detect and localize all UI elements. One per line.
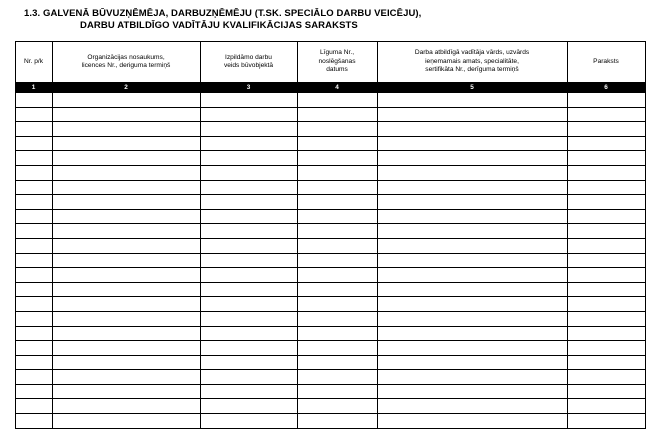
table-cell[interactable] bbox=[567, 93, 645, 108]
table-cell[interactable] bbox=[200, 195, 297, 210]
table-cell[interactable] bbox=[297, 311, 377, 326]
table-header bbox=[15, 42, 645, 93]
table-cell[interactable] bbox=[200, 282, 297, 297]
column-number: 1 bbox=[15, 83, 52, 93]
table-cell[interactable] bbox=[377, 165, 567, 180]
column-number: 5 bbox=[377, 83, 567, 93]
table-cell[interactable] bbox=[567, 136, 645, 151]
table-cell[interactable] bbox=[297, 326, 377, 341]
table-cell[interactable] bbox=[52, 399, 200, 414]
table-cell[interactable] bbox=[200, 341, 297, 356]
table-cell[interactable] bbox=[15, 370, 52, 385]
header-line: Izpildāmo darbu bbox=[225, 53, 272, 61]
table-cell[interactable] bbox=[377, 297, 567, 312]
table-cell[interactable] bbox=[297, 297, 377, 312]
table-cell[interactable] bbox=[200, 268, 297, 283]
table-cell[interactable] bbox=[15, 341, 52, 356]
table-cell[interactable] bbox=[297, 122, 377, 137]
table-cell[interactable] bbox=[297, 238, 377, 253]
table-cell[interactable] bbox=[567, 370, 645, 385]
table-cell[interactable] bbox=[52, 341, 200, 356]
table-cell[interactable] bbox=[377, 209, 567, 224]
table-cell[interactable] bbox=[567, 414, 645, 429]
table-cell[interactable] bbox=[200, 370, 297, 385]
table-cell[interactable] bbox=[567, 180, 645, 195]
table-cell[interactable] bbox=[377, 282, 567, 297]
table-cell[interactable] bbox=[377, 341, 567, 356]
table-cell[interactable] bbox=[567, 282, 645, 297]
table-cell[interactable] bbox=[52, 122, 200, 137]
table-cell[interactable] bbox=[52, 165, 200, 180]
table-cell[interactable] bbox=[52, 180, 200, 195]
header-line: veids būvobjektā bbox=[223, 62, 274, 69]
table-cell[interactable] bbox=[52, 414, 200, 429]
header-line: datums bbox=[326, 66, 348, 74]
table-row bbox=[15, 136, 645, 151]
table-cell[interactable] bbox=[15, 136, 52, 151]
column-header-work-type bbox=[200, 42, 297, 83]
table-cell[interactable] bbox=[200, 107, 297, 122]
qualification-list-table bbox=[15, 41, 646, 429]
table-row bbox=[15, 282, 645, 297]
table-cell[interactable] bbox=[297, 399, 377, 414]
table-cell[interactable] bbox=[297, 195, 377, 210]
table-cell[interactable] bbox=[200, 311, 297, 326]
table-cell[interactable] bbox=[377, 122, 567, 137]
table-cell[interactable] bbox=[567, 238, 645, 253]
table-row bbox=[15, 370, 645, 385]
column-header-organization bbox=[52, 42, 200, 83]
table-cell[interactable] bbox=[200, 297, 297, 312]
table-cell[interactable] bbox=[52, 355, 200, 370]
table-cell[interactable] bbox=[200, 355, 297, 370]
table-cell[interactable] bbox=[15, 297, 52, 312]
table-row bbox=[15, 209, 645, 224]
column-number: 3 bbox=[200, 83, 297, 93]
table-cell[interactable] bbox=[377, 151, 567, 166]
table-cell[interactable] bbox=[567, 224, 645, 239]
header-line: Organizācijas nosaukums, bbox=[87, 53, 165, 61]
column-number: 2 bbox=[52, 83, 200, 93]
column-header-contract bbox=[297, 42, 377, 83]
table-cell[interactable] bbox=[377, 93, 567, 108]
table-cell[interactable] bbox=[567, 399, 645, 414]
table-cell[interactable] bbox=[15, 253, 52, 268]
table-cell[interactable] bbox=[52, 107, 200, 122]
table-cell[interactable] bbox=[567, 355, 645, 370]
table-cell[interactable] bbox=[52, 136, 200, 151]
table-cell[interactable] bbox=[200, 209, 297, 224]
table-row bbox=[15, 384, 645, 399]
table-cell[interactable] bbox=[377, 370, 567, 385]
table-cell[interactable] bbox=[52, 311, 200, 326]
header-line: ieņemamais amats, specialitāte, bbox=[425, 57, 519, 65]
table-cell[interactable] bbox=[15, 282, 52, 297]
header-line: Nr. p/k bbox=[23, 57, 44, 65]
column-header-responsible-manager bbox=[377, 42, 567, 83]
table-cell[interactable] bbox=[377, 195, 567, 210]
table-cell[interactable] bbox=[15, 195, 52, 210]
table-cell[interactable] bbox=[15, 209, 52, 224]
table-cell[interactable] bbox=[297, 341, 377, 356]
table-cell[interactable] bbox=[52, 151, 200, 166]
table-cell[interactable] bbox=[297, 370, 377, 385]
table-cell[interactable] bbox=[297, 282, 377, 297]
table-cell[interactable] bbox=[567, 253, 645, 268]
table-cell[interactable] bbox=[567, 326, 645, 341]
table-cell[interactable] bbox=[297, 93, 377, 108]
table-row bbox=[15, 414, 645, 429]
table-cell[interactable] bbox=[52, 384, 200, 399]
table-cell[interactable] bbox=[567, 268, 645, 283]
column-number-row bbox=[15, 83, 645, 93]
table-cell[interactable] bbox=[200, 151, 297, 166]
table-row bbox=[15, 355, 645, 370]
table-cell[interactable] bbox=[52, 93, 200, 108]
table-row bbox=[15, 93, 645, 108]
table-cell[interactable] bbox=[200, 224, 297, 239]
table-cell[interactable] bbox=[15, 238, 52, 253]
table-cell[interactable] bbox=[297, 414, 377, 429]
table-cell[interactable] bbox=[52, 326, 200, 341]
table-row bbox=[15, 341, 645, 356]
table-cell[interactable] bbox=[297, 253, 377, 268]
table-cell[interactable] bbox=[567, 384, 645, 399]
table-cell[interactable] bbox=[567, 209, 645, 224]
table-cell[interactable] bbox=[567, 165, 645, 180]
table-row bbox=[15, 107, 645, 122]
table-cell[interactable] bbox=[200, 326, 297, 341]
table-cell[interactable] bbox=[377, 268, 567, 283]
table-cell[interactable] bbox=[200, 399, 297, 414]
header-line: Līguma Nr., bbox=[319, 49, 355, 57]
table-cell[interactable] bbox=[567, 107, 645, 122]
table-cell[interactable] bbox=[297, 151, 377, 166]
table-cell[interactable] bbox=[15, 326, 52, 341]
table-cell[interactable] bbox=[377, 399, 567, 414]
table-cell[interactable] bbox=[297, 180, 377, 195]
table-row bbox=[15, 165, 645, 180]
table-row bbox=[15, 180, 645, 195]
title-line-2: DARBU ATBILDĪGO VADĪTĀJU KVALIFIKĀCIJAS SARAKSTS bbox=[80, 20, 358, 31]
table-cell[interactable] bbox=[200, 165, 297, 180]
table-cell[interactable] bbox=[15, 355, 52, 370]
table-cell[interactable] bbox=[567, 151, 645, 166]
table-cell[interactable] bbox=[377, 180, 567, 195]
table-cell[interactable] bbox=[15, 414, 52, 429]
table-cell[interactable] bbox=[200, 180, 297, 195]
table-cell[interactable] bbox=[297, 268, 377, 283]
table-cell[interactable] bbox=[377, 253, 567, 268]
table-row bbox=[15, 326, 645, 341]
table-cell[interactable] bbox=[15, 224, 52, 239]
table-row bbox=[15, 297, 645, 312]
table-row bbox=[15, 122, 645, 137]
header-line: Paraksts bbox=[593, 57, 619, 65]
table-row bbox=[15, 399, 645, 414]
table-cell[interactable] bbox=[297, 224, 377, 239]
table-cell[interactable] bbox=[52, 282, 200, 297]
table-row bbox=[15, 311, 645, 326]
table-cell[interactable] bbox=[15, 399, 52, 414]
table-cell[interactable] bbox=[377, 384, 567, 399]
table-cell[interactable] bbox=[567, 122, 645, 137]
table-cell[interactable] bbox=[567, 311, 645, 326]
table-cell[interactable] bbox=[377, 238, 567, 253]
table-row bbox=[15, 238, 645, 253]
table-cell[interactable] bbox=[52, 297, 200, 312]
header-line: sertifikāta Nr., derīguma termiņš bbox=[425, 66, 519, 74]
table-cell[interactable] bbox=[297, 107, 377, 122]
table-cell[interactable] bbox=[567, 341, 645, 356]
table-row bbox=[15, 253, 645, 268]
table-cell[interactable] bbox=[377, 414, 567, 429]
table-cell[interactable] bbox=[15, 311, 52, 326]
table-cell[interactable] bbox=[200, 136, 297, 151]
table-cell[interactable] bbox=[297, 165, 377, 180]
table-cell[interactable] bbox=[52, 268, 200, 283]
table-cell[interactable] bbox=[297, 209, 377, 224]
table-row bbox=[15, 195, 645, 210]
table-cell[interactable] bbox=[15, 384, 52, 399]
header-line: Darba atbildīgā vadītāja vārds, uzvārds bbox=[414, 49, 530, 57]
table-row bbox=[15, 151, 645, 166]
table-cell[interactable] bbox=[297, 136, 377, 151]
column-header-signature bbox=[567, 42, 645, 83]
table-cell[interactable] bbox=[52, 253, 200, 268]
table-cell[interactable] bbox=[52, 195, 200, 210]
header-line: licences Nr., deriguma termiņš bbox=[81, 62, 171, 69]
table-cell[interactable] bbox=[15, 122, 52, 137]
table-cell[interactable] bbox=[52, 209, 200, 224]
table-row bbox=[15, 268, 645, 283]
header-line: noslēgšanas bbox=[318, 57, 356, 65]
table-cell[interactable] bbox=[15, 165, 52, 180]
table-cell[interactable] bbox=[200, 238, 297, 253]
document-title bbox=[0, 0, 660, 32]
table-cell[interactable] bbox=[15, 107, 52, 122]
table-cell[interactable] bbox=[52, 370, 200, 385]
table-cell[interactable] bbox=[200, 122, 297, 137]
table-cell[interactable] bbox=[377, 107, 567, 122]
table-cell[interactable] bbox=[200, 93, 297, 108]
column-header-nr bbox=[15, 42, 52, 83]
table-cell[interactable] bbox=[200, 253, 297, 268]
table-cell[interactable] bbox=[567, 195, 645, 210]
table-cell[interactable] bbox=[567, 297, 645, 312]
table-cell[interactable] bbox=[15, 93, 52, 108]
table-cell[interactable] bbox=[377, 136, 567, 151]
table-cell[interactable] bbox=[15, 268, 52, 283]
table-cell[interactable] bbox=[52, 224, 200, 239]
table-cell[interactable] bbox=[200, 384, 297, 399]
table-cell[interactable] bbox=[15, 180, 52, 195]
table-body bbox=[15, 93, 645, 429]
table-cell[interactable] bbox=[15, 151, 52, 166]
column-number: 4 bbox=[297, 83, 377, 93]
table-cell[interactable] bbox=[377, 224, 567, 239]
table-row bbox=[15, 224, 645, 239]
table-cell[interactable] bbox=[377, 355, 567, 370]
title-line-1: 1.3. GALVENĀ BŪVUZŅĒMĒJA, DARBUZŅĒMĒJU (T.SK. SPECIĀLO DARBU VEICĒJU), bbox=[24, 8, 422, 19]
column-number: 6 bbox=[567, 83, 645, 93]
table-cell[interactable] bbox=[297, 384, 377, 399]
table-cell[interactable] bbox=[297, 355, 377, 370]
table-cell[interactable] bbox=[377, 326, 567, 341]
table-cell[interactable] bbox=[377, 311, 567, 326]
table-cell[interactable] bbox=[52, 238, 200, 253]
table-cell[interactable] bbox=[200, 414, 297, 429]
header-row bbox=[15, 42, 645, 83]
